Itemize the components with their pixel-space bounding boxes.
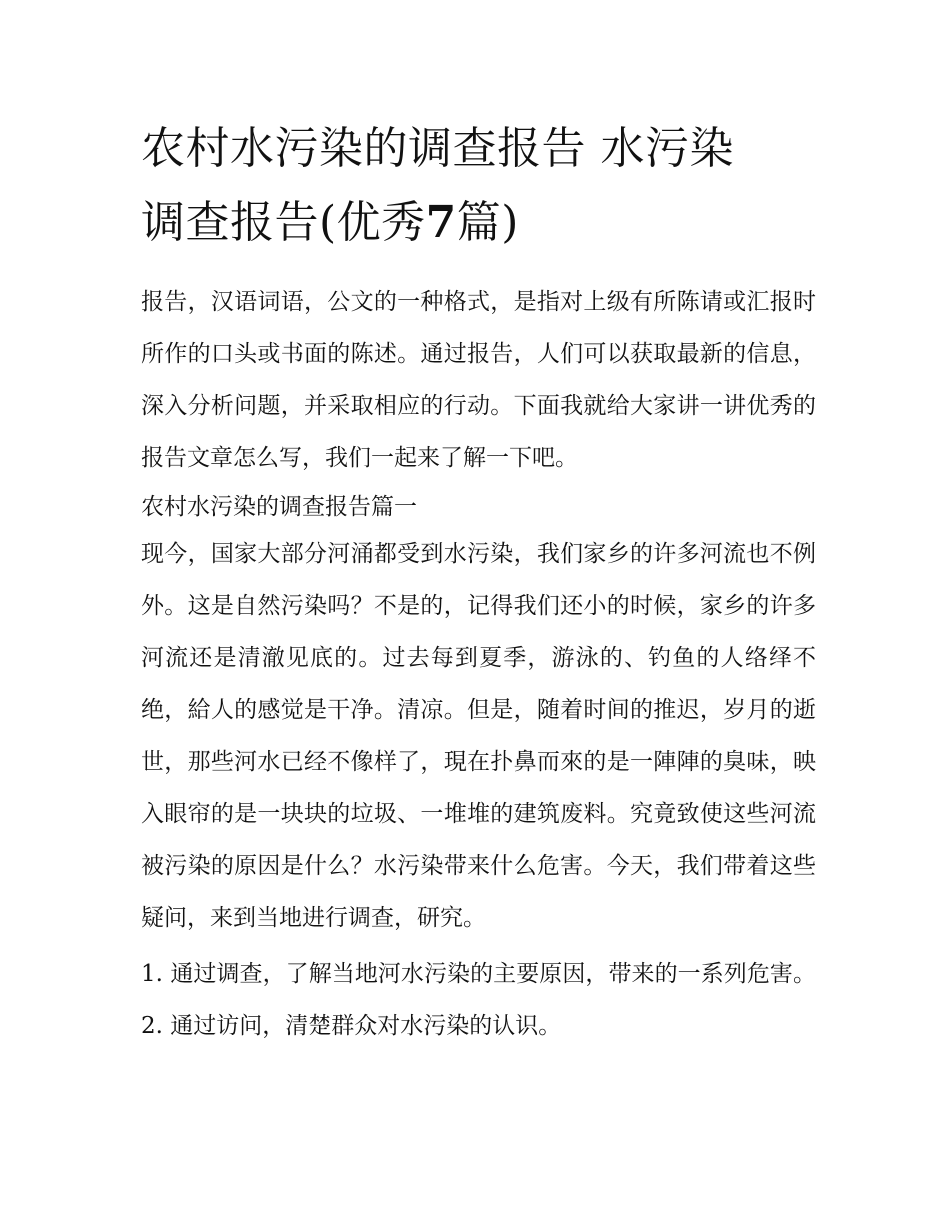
title-line-1: 农村水污染的调查报告 水污染 — [141, 123, 734, 174]
document-page — [141, 112, 816, 1052]
title-line-2-prefix: 调查报告(优秀 — [141, 197, 426, 248]
document-title — [141, 112, 816, 260]
title-line-2-suffix: 篇) — [456, 197, 519, 248]
objectives-paragraph: 1. 通过调查，了解当地河水污染的主要原因，带来的一系列危害。 2. 通过访问，清楚群众对水污染的认识。 — [141, 961, 816, 1039]
intro-paragraph: 报告，汉语词语，公文的一种格式，是指对上级有所陈请或汇报时所作的口头或书面的陈述。通过报告，人们可以获取最新的信息，深入分析问题，并采取相应的行动。下面我就给大家讲一讲优秀的报告文章怎么写，我们一起来了解一下吧。 — [141, 289, 816, 471]
section-heading: 农村水污染的调查报告篇一 — [141, 494, 417, 520]
title-article-count: 7 — [425, 197, 457, 248]
body-paragraph: 现今，国家大部分河涌都受到水污染，我们家乡的许多河流也不例外。这是自然污染吗？不是的，记得我们还小的时候，家乡的许多河流还是清澈见底的。过去每到夏季，游泳的、钓鱼的人络绎不绝，給人的感觉是干净。清凉。但是，随着时间的推迟，岁月的逝世，那些河水已经不像样了，現在扑鼻而來的是一陣陣的臭味，映入眼帘的是一块块的垃圾、一堆堆的建筑废料。究竟致使这些河流被污染的原因是什么？水污染带来什么危害。今天，我们带着这些疑问，来到当地进行调查，研究。 — [141, 541, 816, 931]
